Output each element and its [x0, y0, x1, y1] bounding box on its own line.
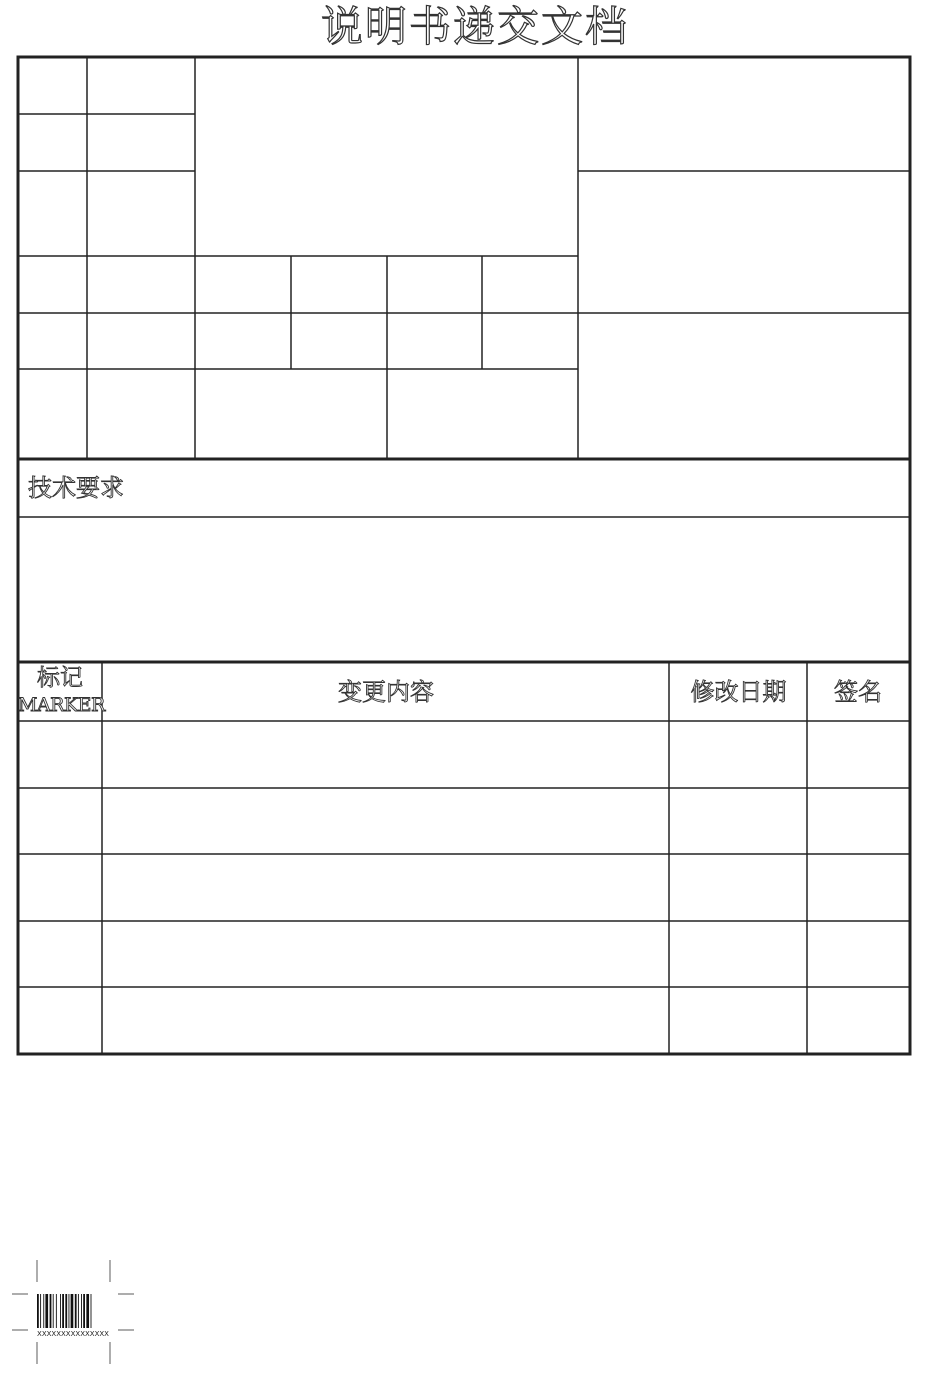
field-cell[interactable]	[579, 58, 909, 170]
technical-requirements-area[interactable]	[19, 518, 909, 661]
table-row	[19, 722, 909, 787]
field-cell[interactable]	[19, 58, 86, 113]
revision-date-cell[interactable]	[670, 789, 806, 853]
revision-sign-cell[interactable]	[808, 789, 909, 853]
revision-sign-cell[interactable]	[808, 988, 909, 1053]
revision-header-modify-date: 修改日期	[690, 678, 787, 706]
table-row	[19, 789, 909, 853]
table-row	[19, 855, 909, 920]
barcode-icon	[10, 1258, 136, 1366]
revision-sign-cell[interactable]	[808, 922, 909, 986]
field-cell[interactable]	[88, 58, 194, 113]
revision-change-cell[interactable]	[103, 789, 669, 853]
document-title: 说明书递交文档	[320, 2, 629, 51]
revision-date-cell[interactable]	[670, 922, 806, 986]
revision-marker-cell[interactable]	[19, 988, 101, 1053]
revision-change-cell[interactable]	[103, 855, 669, 920]
revision-marker-cell[interactable]	[19, 722, 101, 787]
revision-marker-cell[interactable]	[19, 855, 101, 920]
technical-requirements-label: 技术要求	[28, 474, 124, 502]
revision-header-marker-zh: 标记	[37, 665, 83, 691]
revision-sign-cell[interactable]	[808, 855, 909, 920]
revision-sign-cell[interactable]	[808, 722, 909, 787]
revision-header-change-content: 变更内容	[338, 678, 434, 706]
table-row	[19, 988, 909, 1053]
field-cell[interactable]	[196, 58, 577, 255]
barcode-number: XXXXXXXXXXXXXXX	[37, 1330, 109, 1338]
revision-date-cell[interactable]	[670, 988, 806, 1053]
revision-change-cell[interactable]	[103, 722, 669, 787]
revision-change-cell[interactable]	[103, 922, 669, 986]
revision-marker-cell[interactable]	[19, 789, 101, 853]
revision-date-cell[interactable]	[670, 722, 806, 787]
revision-date-cell[interactable]	[670, 855, 806, 920]
revision-header-marker-en: MARKER	[18, 694, 105, 716]
revision-marker-cell[interactable]	[19, 922, 101, 986]
revision-change-cell[interactable]	[103, 988, 669, 1053]
table-row	[19, 922, 909, 986]
revision-header-signature: 签名	[834, 678, 882, 706]
